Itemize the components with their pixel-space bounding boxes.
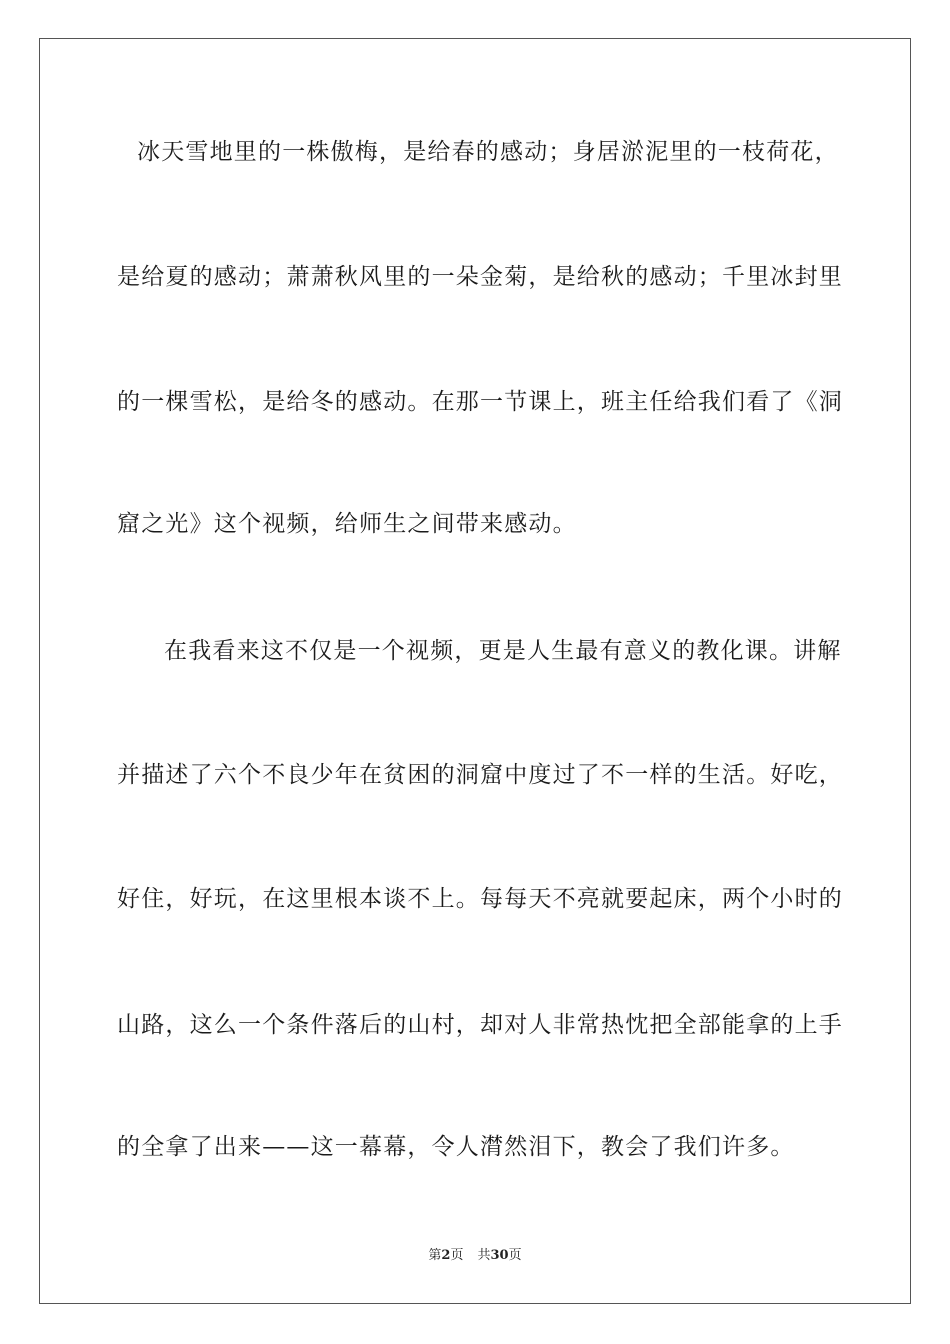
paragraph-1-line-3: 的一棵雪松，是给冬的感动。在那一节课上，班主任给我们看了《洞 (117, 389, 843, 415)
page-border (39, 38, 911, 1304)
total-suffix: 页 (508, 1248, 522, 1263)
page-suffix: 页 (450, 1248, 464, 1263)
page-prefix: 第 (428, 1248, 442, 1263)
total-prefix: 共 (477, 1248, 491, 1263)
paragraph-1-line-1: 冰天雪地里的一株傲梅，是给春的感动；身居淤泥里的一枝荷花， (137, 139, 839, 165)
paragraph-1-line-4: 窟之光》这个视频，给师生之间带来感动。 (117, 511, 577, 537)
paragraph-2-line-4: 山路，这么一个条件落后的山村，却对人非常热忱把全部能拿的上手 (117, 1012, 843, 1038)
paragraph-1-line-2: 是给夏的感动；萧萧秋风里的一朵金菊，是给秋的感动；千里冰封里 (117, 264, 843, 290)
paragraph-2-line-3: 好住，好玩，在这里根本谈不上。每每天不亮就要起床，两个小时的 (117, 886, 843, 912)
page-footer (0, 1247, 950, 1265)
paragraph-2-line-5: 的全拿了出来——这一幕幕，令人潸然泪下，教会了我们许多。 (117, 1134, 795, 1160)
page-number: 2 (441, 1248, 451, 1263)
paragraph-2-line-1: 在我看来这不仅是一个视频，更是人生最有意义的教化课。讲解 (164, 638, 842, 664)
paragraph-2-line-2: 并描述了六个不良少年在贫困的洞窟中度过了不一样的生活。好吃， (117, 762, 843, 788)
page-total: 30 (490, 1248, 509, 1263)
